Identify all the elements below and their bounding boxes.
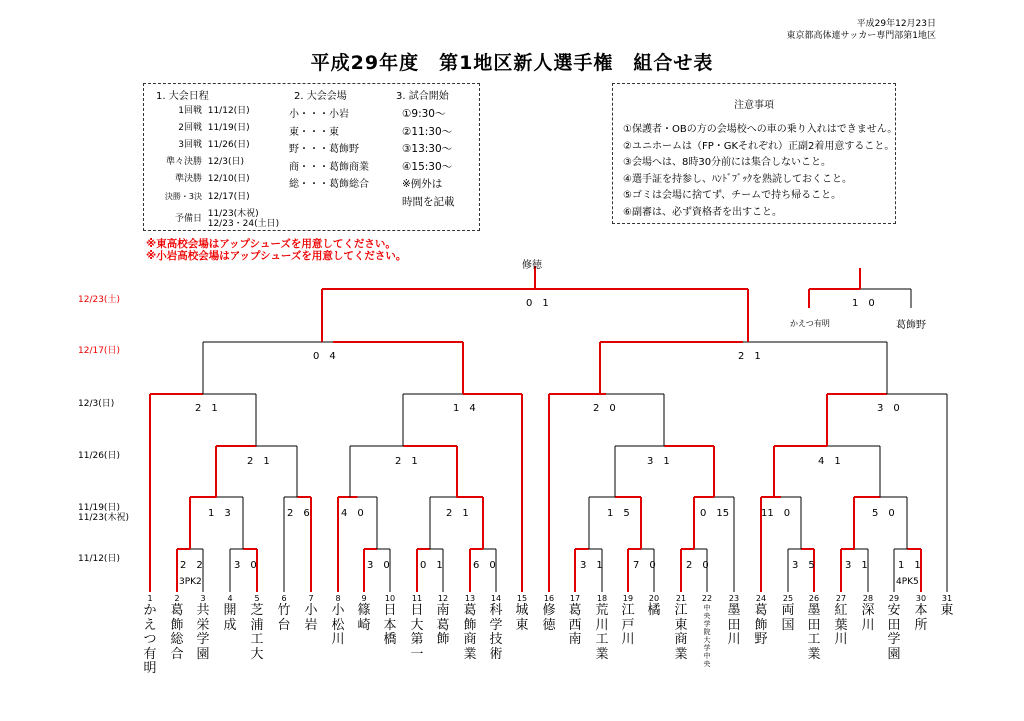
schedule-date: 11/19(日) bbox=[207, 123, 250, 133]
score-r1-5: 6 0 bbox=[473, 560, 496, 571]
warning-koiwa: ※小岩高校会場はアップシューズを用意してください。 bbox=[146, 250, 407, 262]
team-seed: 3 bbox=[200, 594, 206, 603]
venue-row: 東・・・東 bbox=[289, 126, 339, 138]
score-r3-4: 4 1 bbox=[818, 456, 841, 467]
score-r1-7: 7 0 bbox=[633, 560, 656, 571]
score-r2-5: 1 5 bbox=[607, 508, 630, 519]
team-seed: 8 bbox=[335, 594, 341, 603]
document-date: 平成29年12月23日 bbox=[856, 19, 936, 29]
score-sf-1: 0 4 bbox=[313, 351, 336, 362]
team-seed: 16 bbox=[543, 594, 555, 603]
score-r2-7: 11 0 bbox=[761, 508, 791, 519]
team-seed: 14 bbox=[490, 594, 502, 603]
team-seed: 18 bbox=[596, 594, 608, 603]
team-seed: 12 bbox=[437, 594, 449, 603]
schedule-round: 準決勝 bbox=[174, 174, 202, 184]
schedule-round: 1回戦 bbox=[178, 106, 202, 116]
score-r1-4: 0 1 bbox=[420, 560, 443, 571]
team-seed: 9 bbox=[361, 594, 367, 603]
score-qf-1: 2 1 bbox=[195, 403, 218, 414]
note-row: ②ユニホームは（FP・GKそれぞれ）正副2着用意すること。 bbox=[623, 140, 895, 152]
team-name: 開成 bbox=[223, 603, 237, 633]
team-name: 葛飾商業 bbox=[463, 603, 477, 662]
third-place-score: 1 0 bbox=[852, 298, 875, 309]
schedule-round: 予備日 bbox=[174, 214, 202, 224]
team-name: 両国 bbox=[781, 603, 795, 633]
team-name: 本所 bbox=[914, 603, 928, 633]
score-r1-9: 3 5 bbox=[792, 560, 815, 571]
kickoff-row: ①9:30～ bbox=[402, 108, 446, 120]
round-date-r3: 11/26(日) bbox=[78, 451, 120, 461]
score-r1-6: 3 1 bbox=[580, 560, 603, 571]
schedule-round: 3回戦 bbox=[178, 140, 202, 150]
round-date-qf: 12/3(日) bbox=[78, 399, 115, 409]
schedule-date: 11/23(木祝) bbox=[207, 209, 259, 219]
team-seed: 31 bbox=[941, 594, 953, 603]
round-date-r1: 11/12(日) bbox=[78, 554, 120, 564]
schedule-heading: 1. 大会日程 bbox=[156, 91, 209, 102]
score-qf-4: 3 0 bbox=[877, 403, 900, 414]
round-date-r2-alt: 11/23(木祝) bbox=[78, 513, 129, 523]
team-seed: 17 bbox=[569, 594, 581, 603]
score-r2-1: 1 3 bbox=[208, 508, 231, 519]
score-r2-4: 2 1 bbox=[446, 508, 469, 519]
note-row: ④選手証を持参し、ﾊﾝﾄﾞﾌﾞｯｸを熟読しておくこと。 bbox=[623, 173, 852, 185]
team-name: 荒川工業 bbox=[595, 603, 609, 662]
score-final: 0 1 bbox=[526, 298, 549, 309]
kickoff-row: 時間を記載 bbox=[402, 195, 455, 208]
schedule-date: 12/23・24(土日) bbox=[207, 219, 280, 229]
team-name: 小松川 bbox=[331, 603, 345, 647]
team-name: かえつ有明 bbox=[143, 603, 157, 676]
team-name: 日本橋 bbox=[383, 603, 397, 647]
team-seed: 25 bbox=[782, 594, 794, 603]
team-name: 共栄学園 bbox=[196, 603, 210, 662]
venue-row: 総・・・葛飾総合 bbox=[289, 179, 369, 190]
team-name: 小岩 bbox=[304, 603, 318, 633]
team-name: 南葛飾 bbox=[436, 603, 450, 647]
round-date-third-place: 12/23(土) bbox=[78, 295, 120, 305]
team-name: 竹台 bbox=[277, 603, 291, 633]
team-seed: 10 bbox=[384, 594, 396, 603]
team-name: 葛西南 bbox=[568, 603, 582, 647]
score-qf-2: 1 4 bbox=[453, 403, 476, 414]
schedule-date: 11/26(日) bbox=[207, 140, 250, 150]
round-date-final: 12/17(日) bbox=[78, 346, 120, 356]
team-seed: 11 bbox=[411, 594, 423, 603]
venue-row: 商・・・葛飾商業 bbox=[289, 161, 369, 173]
team-seed: 23 bbox=[728, 594, 740, 603]
schedule-round: 準々決勝 bbox=[165, 157, 202, 167]
team-seed: 20 bbox=[648, 594, 660, 603]
kickoff-row: ②11:30～ bbox=[402, 125, 453, 138]
score-r2-3: 4 0 bbox=[341, 508, 364, 519]
team-seed: 4 bbox=[227, 594, 233, 603]
score-r1-8: 2 0 bbox=[686, 560, 709, 571]
team-name: 墨田工業 bbox=[807, 603, 821, 662]
schedule-round: 決勝・3決 bbox=[164, 192, 202, 201]
note-row: ⑥副審は、必ず資格者を出すこと。 bbox=[623, 206, 782, 218]
note-row: ①保護者・OBの方の会場校への車の乗り入れはできません。 bbox=[623, 124, 898, 135]
team-name: 紅葉川 bbox=[834, 603, 848, 647]
kickoff-row: ④15:30～ bbox=[402, 160, 453, 173]
organization-name: 東京都高体連サッカー専門部第1地区 bbox=[786, 31, 936, 41]
page-title: 平成29年度 第1地区新人選手権 組合せ表 bbox=[310, 52, 714, 74]
team-seed: 1 bbox=[147, 594, 153, 603]
team-seed: 29 bbox=[888, 594, 900, 603]
team-seed: 22 bbox=[701, 594, 713, 603]
team-name: 葛飾野 bbox=[754, 603, 768, 647]
team-name: 日大第一 bbox=[410, 603, 424, 662]
venues-heading: 2. 大会会場 bbox=[294, 91, 347, 102]
score-qf-3: 2 0 bbox=[593, 403, 616, 414]
score-r1-3: 3 0 bbox=[367, 560, 390, 571]
pk-note-2: 4PK5 bbox=[896, 577, 919, 587]
note-row: ③会場へは、8時30分前には集合しないこと。 bbox=[623, 157, 832, 168]
team-seed: 6 bbox=[281, 594, 287, 603]
team-seed: 24 bbox=[755, 594, 767, 603]
round-date-r2: 11/19(日) bbox=[78, 503, 120, 513]
team-name: 深川 bbox=[861, 603, 875, 633]
team-seed: 26 bbox=[808, 594, 820, 603]
team-seed: 27 bbox=[835, 594, 847, 603]
venue-row: 野・・・葛飾野 bbox=[289, 144, 359, 155]
team-name: 科学技術 bbox=[489, 603, 503, 662]
score-r1-11: 1 1 bbox=[898, 560, 921, 571]
team-name: 安田学園 bbox=[887, 603, 901, 662]
kickoff-heading: 3. 試合開始 bbox=[396, 91, 449, 102]
team-seed: 19 bbox=[622, 594, 634, 603]
team-name: 東 bbox=[940, 603, 954, 618]
team-name: 葛飾総合 bbox=[170, 603, 184, 662]
score-r1-10: 3 1 bbox=[845, 560, 868, 571]
team-name: 江戸川 bbox=[621, 603, 635, 647]
score-r3-1: 2 1 bbox=[247, 456, 270, 467]
team-name: 中央学院大学中央 bbox=[703, 604, 711, 668]
team-name: 修徳 bbox=[542, 603, 556, 633]
schedule-date: 12/3(日) bbox=[207, 157, 244, 167]
score-r1-2: 3 0 bbox=[234, 560, 257, 571]
team-seed: 28 bbox=[862, 594, 874, 603]
team-name: 芝浦工大 bbox=[250, 603, 264, 662]
kickoff-row: ※例外は bbox=[402, 178, 443, 190]
team-seed: 21 bbox=[675, 594, 687, 603]
team-name: 江東商業 bbox=[674, 603, 688, 662]
notes-heading: 注意事項 bbox=[734, 100, 774, 111]
team-seed: 7 bbox=[308, 594, 314, 603]
score-sf-2: 2 1 bbox=[738, 351, 761, 362]
score-r2-8: 5 0 bbox=[872, 508, 895, 519]
team-name: 篠崎 bbox=[357, 603, 371, 633]
score-r1-1: 2 2 bbox=[180, 560, 203, 571]
team-name: 橘 bbox=[647, 603, 661, 618]
team-seed: 5 bbox=[254, 594, 260, 603]
team-seed: 2 bbox=[174, 594, 180, 603]
score-r2-6: 0 15 bbox=[700, 508, 730, 519]
third-place-right-team: 葛飾野 bbox=[896, 320, 926, 331]
team-name: 城東 bbox=[515, 603, 529, 633]
team-seed: 13 bbox=[464, 594, 476, 603]
pk-note-1: 3PK2 bbox=[179, 577, 202, 587]
team-name: 墨田川 bbox=[727, 603, 741, 647]
score-r3-2: 2 1 bbox=[395, 456, 418, 467]
schedule-date: 11/12(日) bbox=[207, 106, 250, 116]
third-place-left-team: かえつ有明 bbox=[790, 319, 830, 328]
venue-row: 小・・・小岩 bbox=[289, 109, 349, 120]
schedule-round: 2回戦 bbox=[178, 123, 202, 133]
champion-name: 修徳 bbox=[522, 260, 542, 271]
schedule-date: 12/10(日) bbox=[207, 174, 250, 184]
note-row: ⑤ゴミは会場に捨てず、チームで持ち帰ること。 bbox=[623, 190, 842, 201]
team-seed: 30 bbox=[915, 594, 927, 603]
kickoff-row: ③13:30～ bbox=[402, 143, 453, 155]
score-r3-3: 3 1 bbox=[647, 456, 670, 467]
team-seed: 15 bbox=[516, 594, 528, 603]
score-r2-2: 2 6 bbox=[287, 508, 310, 519]
schedule-date: 12/17(日) bbox=[207, 192, 250, 202]
warning-higashi: ※東高校会場はアップシューズを用意してください。 bbox=[146, 238, 396, 250]
